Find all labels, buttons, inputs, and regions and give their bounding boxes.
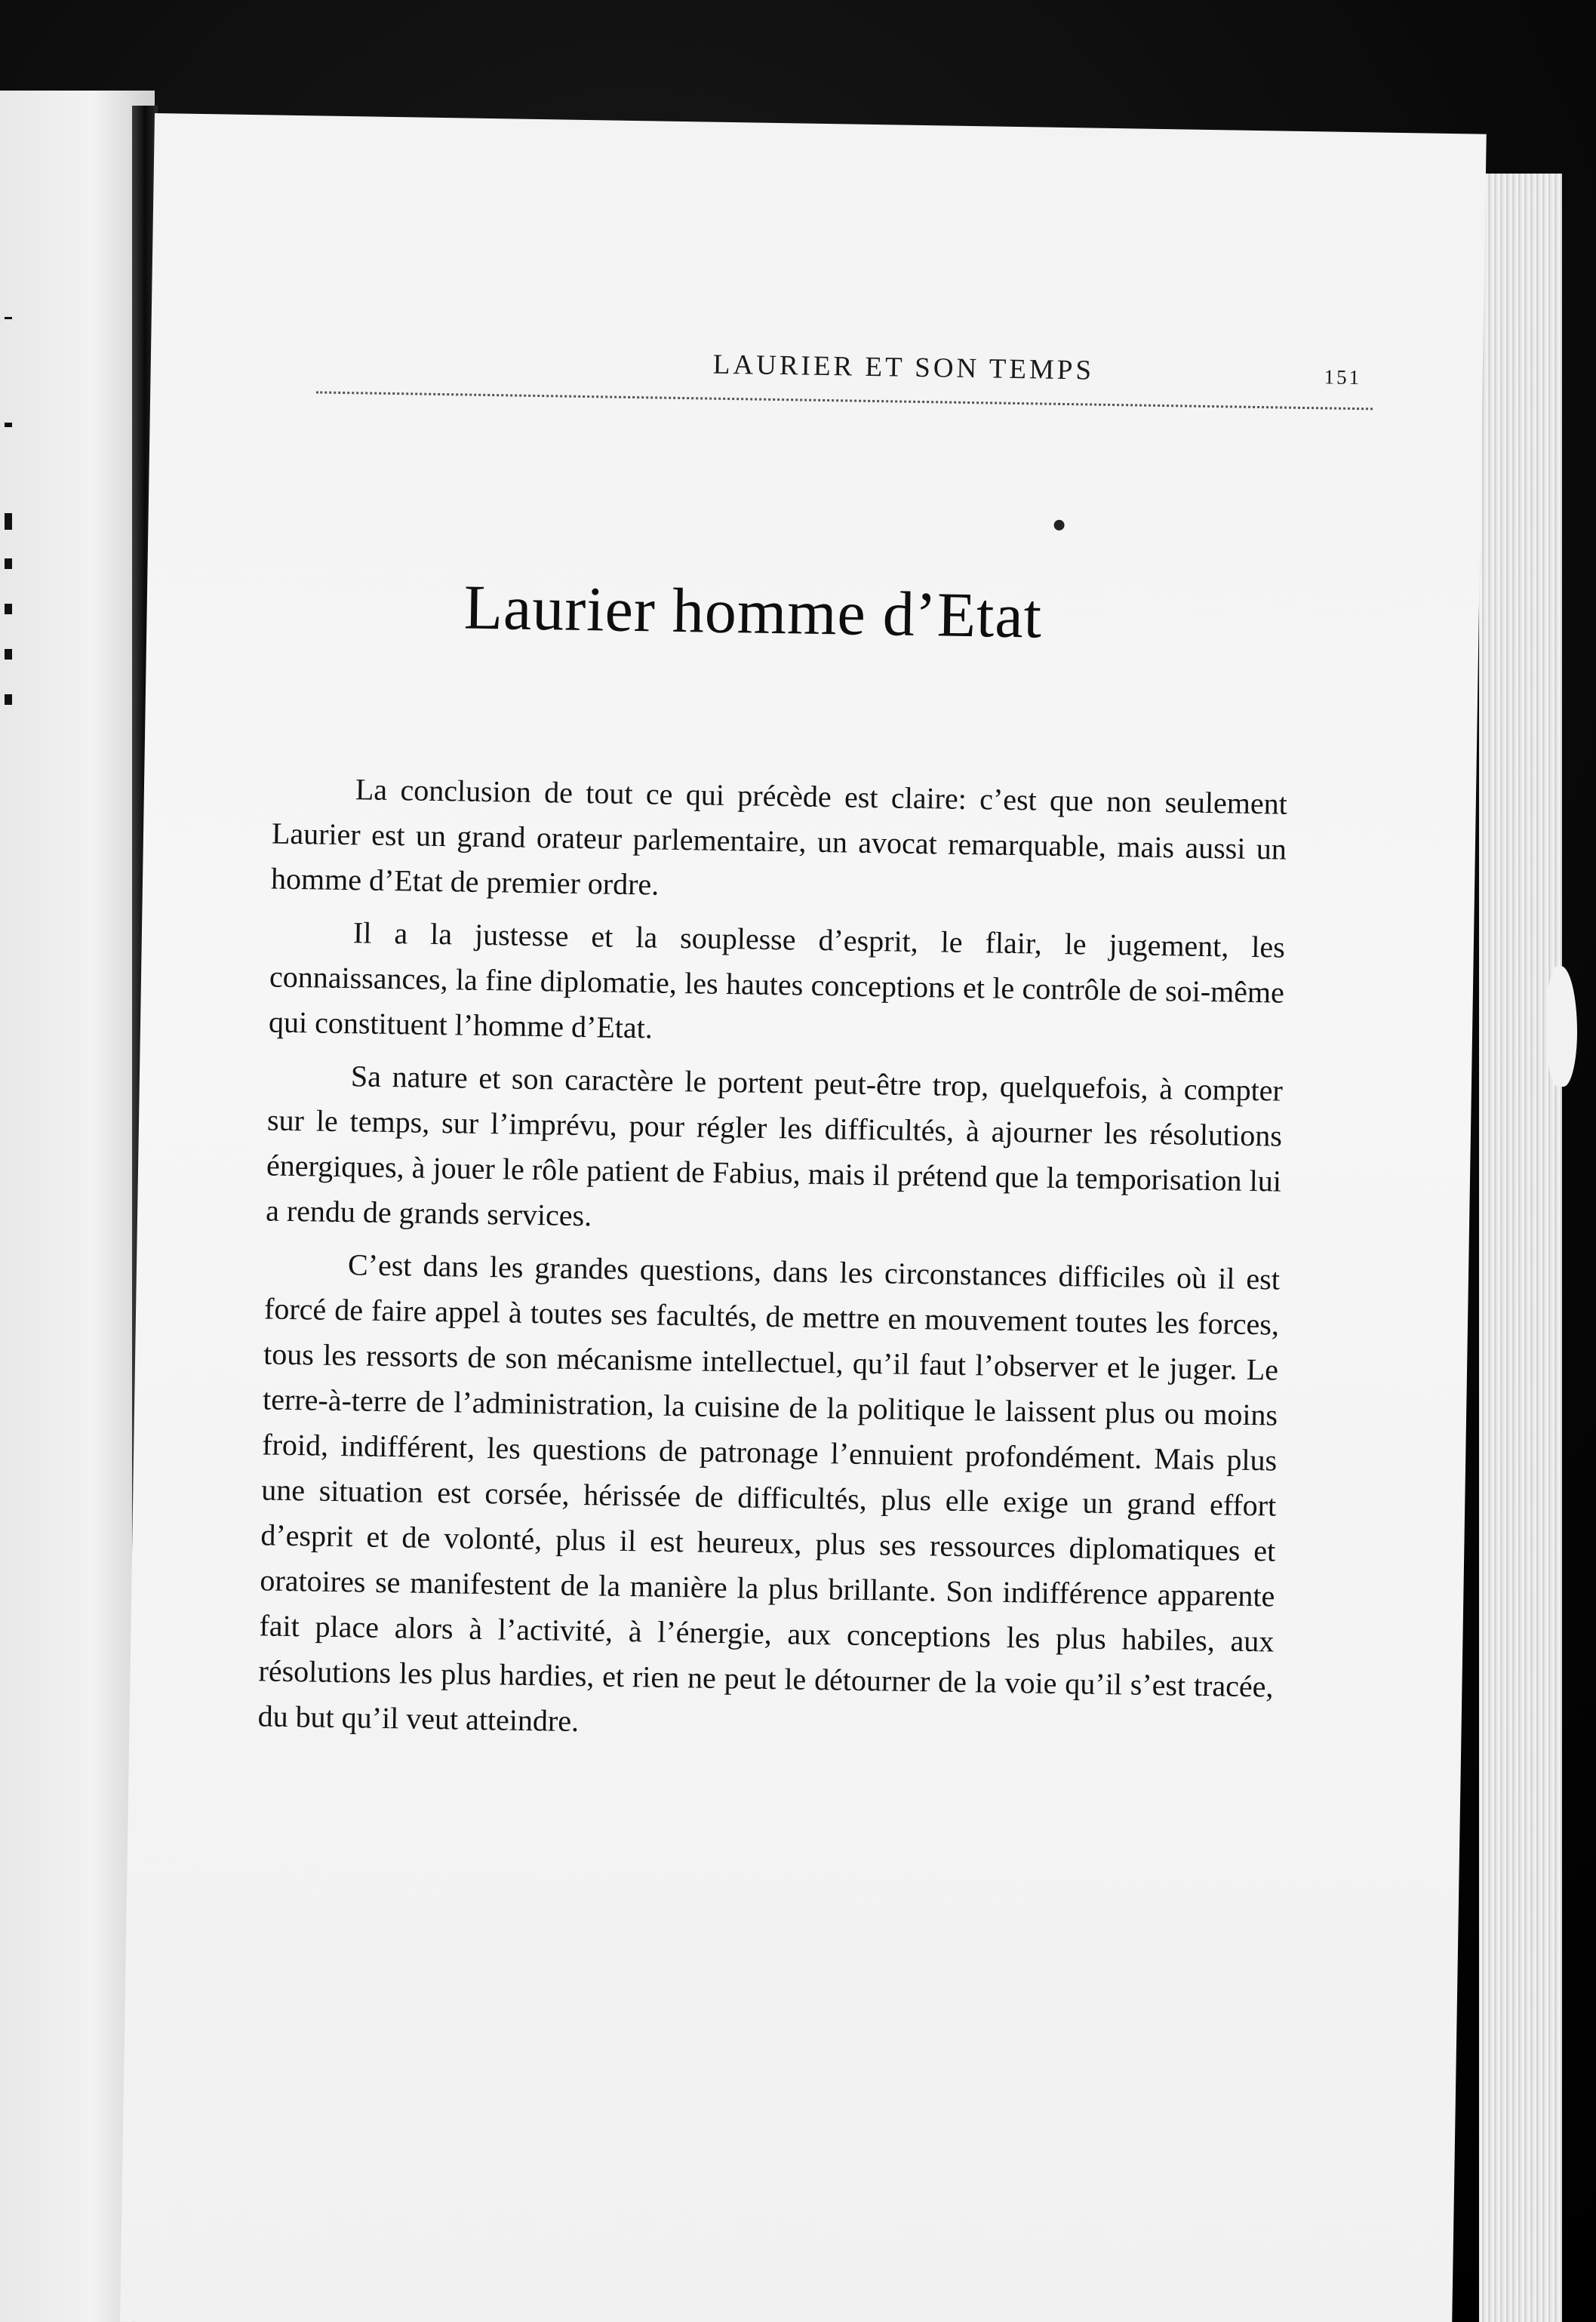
- page-header: [316, 342, 1411, 412]
- ink-speck: [1053, 520, 1064, 531]
- left-page-fragment: [5, 317, 12, 319]
- book-page: [120, 113, 1487, 2322]
- left-page-fragment: [5, 604, 12, 614]
- left-page-fragment: [5, 558, 12, 569]
- torn-page-edge: [1547, 966, 1577, 1087]
- paragraph: La conclusion de tout ce qui précède est claire: c’est que non seulement Laurier est un grand orateur parlementaire, un avocat remarquable, mais aussi un homme d’Etat de premier ordre.: [270, 772, 1288, 902]
- paragraph: Il a la justesse et la souplesse d’esprit, le flair, le jugement, les connaissances, la fine diplomatie, les hautes conceptions et le contrôle de soi-même qui constituent l’homme d’Etat.: [268, 915, 1286, 1045]
- page-number: 151: [1324, 365, 1362, 389]
- left-page-fragment: [5, 423, 12, 427]
- left-page-fragment: [5, 694, 12, 705]
- header-rule: [316, 391, 1373, 410]
- running-head: LAURIER ET SON TEMPS: [712, 349, 1095, 386]
- paragraph: C’est dans les grandes questions, dans les circonstances difficiles où il est forcé de faire appel à toutes ses facultés, de mettre en mouvement toutes les forces, tous les ressorts de son mécanisme intellectuel, qu’il faut l’observer et le juger. Le terre-à-terre de l’administration, la cuisine de la politique le laissent plus ou moins froid, indifférent, les questions de patronage l’ennuient profondément. Mais plus une situation est corsée, hérissée de difficultés, plus elle exige un grand effort d’esprit et de volonté, plus il est heureux, plus ses ressources diplomatiques et oratoires se manifestent de la manière la plus brillante. Son indifférence apparente fait place alors à l’activité, à l’énergie, aux conceptions les plus habiles, aux résolutions les plus hardies, et rien ne peut le détourner de la voie qu’il s’est tracée, du but qu’il veut atteindre.: [257, 1247, 1281, 1739]
- left-page-fragment: [5, 513, 12, 530]
- body-text: [257, 766, 1287, 1763]
- paragraph: Sa nature et son caractère le portent peut-être trop, quelquefois, à compter sur le temps, sur l’imprévu, pour régler les difficultés, à ajourner les résolutions énergiques, à jouer le rôle patient de Fabius, mais il prétend que la temporisation lui a rendu de grands services.: [265, 1059, 1284, 1233]
- chapter-title: Laurier homme d’Etat: [463, 572, 1043, 652]
- left-page-fragment: [5, 649, 12, 660]
- page-stack-edge: [1479, 174, 1562, 2322]
